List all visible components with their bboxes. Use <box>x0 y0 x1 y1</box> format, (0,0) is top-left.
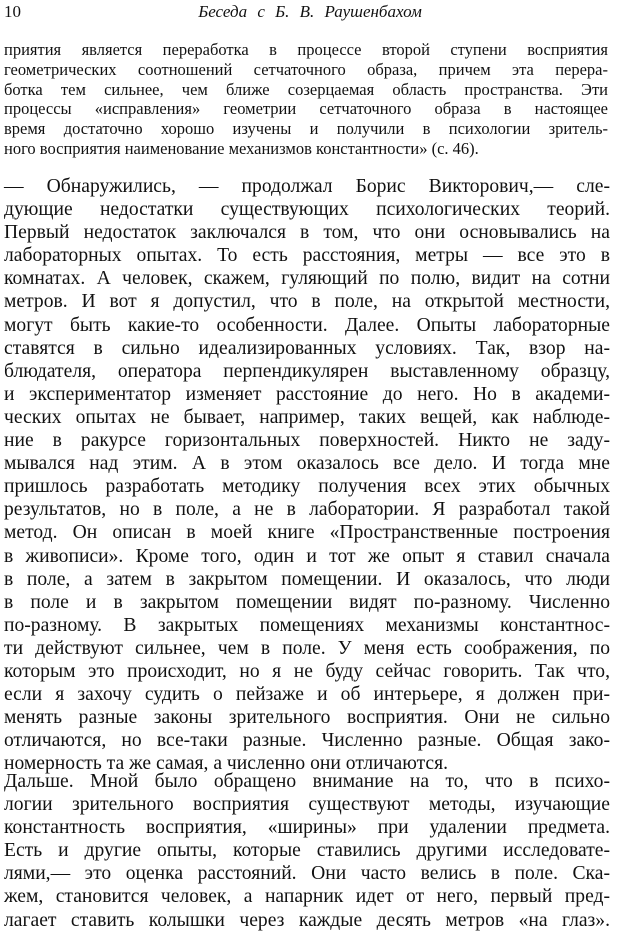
text-line: Есть и другие опыты, которые ставились другими исследовате- <box>4 840 610 862</box>
text-line: жем, становится человек, а напарник идет от него, первый пред- <box>4 886 610 908</box>
page-number: 10 <box>4 2 21 21</box>
text-line: приятия является переработка в процессе второй ступени восприятия <box>4 40 608 59</box>
text-line: логии зрительного восприятия существуют методы, изучающие <box>4 794 610 816</box>
text-line: в поле и в закрытом помещении видят по-разному. Численно <box>4 591 610 613</box>
text-line: которым это происходит, но я не буду сейчас говорить. Так что, <box>4 660 610 682</box>
text-line: лями,— это оценка расстояний. Они часто велись в поле. Ска- <box>4 863 610 885</box>
text-line: дующие недостатки существующих психологических теорий. <box>4 199 610 221</box>
paragraph-2 <box>4 770 610 932</box>
text-line: пришлось разработать методику получения всех этих обычных <box>4 476 610 498</box>
text-line: Первый недостаток заключался в том, что они основывались на <box>4 222 610 244</box>
text-line: константность восприятия, «ширины» при удалении предмета. <box>4 817 610 839</box>
text-line: ти действуют сильнее, чем в поле. У меня есть соображения, по <box>4 637 610 659</box>
text-line: ного восприятия наименование механизмов константности» (с. 46). <box>4 138 479 158</box>
running-head: Беседа с Б. В. Раушенбахом <box>198 2 422 21</box>
text-line: и экспериментатор изменяет расстояние до него. Но в академи- <box>4 383 610 405</box>
text-line: геометрических соотношений сетчаточного образа, причем эта перера- <box>4 59 608 79</box>
text-line: мывался над этим. А в этом оказалось все дело. И тогда мне <box>4 453 610 475</box>
text-line: лагает ставить колышки через каждые десять метров «на глаз». <box>4 909 610 931</box>
text-line: если я захочу судить о пейзаже и об интерьере, я должен при- <box>4 684 610 706</box>
text-line: номерность та же самая, а численно они отличаются. <box>4 753 448 775</box>
text-line: ческих опытах не бывает, например, таких вещей, как наблюде- <box>4 406 610 428</box>
text-line: — Обнаружились, — продолжал Борис Викторович,— сле- <box>4 176 610 197</box>
text-line: могут быть какие-то особенности. Далее. Опыты лабораторные <box>4 314 610 336</box>
text-line: в поле, а затем в закрытом помещении. И оказалось, что люди <box>4 568 610 590</box>
text-line: результатов, но в поле, а не в лаборатории. Я разработал такой <box>4 499 610 521</box>
text-line: ние в ракурсе горизонтальных поверхностей. Никто не заду- <box>4 430 610 452</box>
text-line: Дальше. Мной было обращено внимание на то, что в психо- <box>4 771 610 792</box>
text-line: процессы «исправления» геометрии сетчаточного образа в настоящее <box>4 99 608 119</box>
text-line: метров. И вот я допустил, что в поле, на открытой местности, <box>4 291 610 313</box>
text-line: метод. Он описан в моей книге «Пространственные построения <box>4 522 610 544</box>
text-line: ставятся в сильно идеализированных условиях. Так, взор на- <box>4 337 610 359</box>
text-line: в живописи». Кроме того, один и тот же опыт я ставил сначала <box>4 545 610 567</box>
text-line: время достаточно хорошо изучены и получили в психологии зритель- <box>4 119 608 139</box>
text-line: ботка тем сильнее, чем ближе созерцаемая область пространства. Эти <box>4 79 608 99</box>
quoted-passage <box>4 40 608 159</box>
text-line: отличаются, но все-таки разные. Численно разные. Общая зако- <box>4 730 610 752</box>
text-line: менять разные законы зрительного восприятия. Они не сильно <box>4 707 610 729</box>
paragraph-1 <box>4 175 610 775</box>
text-line: комнатах. А человек, скажем, гуляющий по полю, видит на сотни <box>4 268 610 290</box>
text-line: лабораторных опытах. То есть расстояния, метры — все это в <box>4 245 610 267</box>
text-line: по-разному. В закрытых помещениях механизмы константнос- <box>4 614 610 636</box>
page-header <box>0 2 620 26</box>
text-line: блюдателя, оператора перпендикулярен выставленному образцу, <box>4 360 610 382</box>
